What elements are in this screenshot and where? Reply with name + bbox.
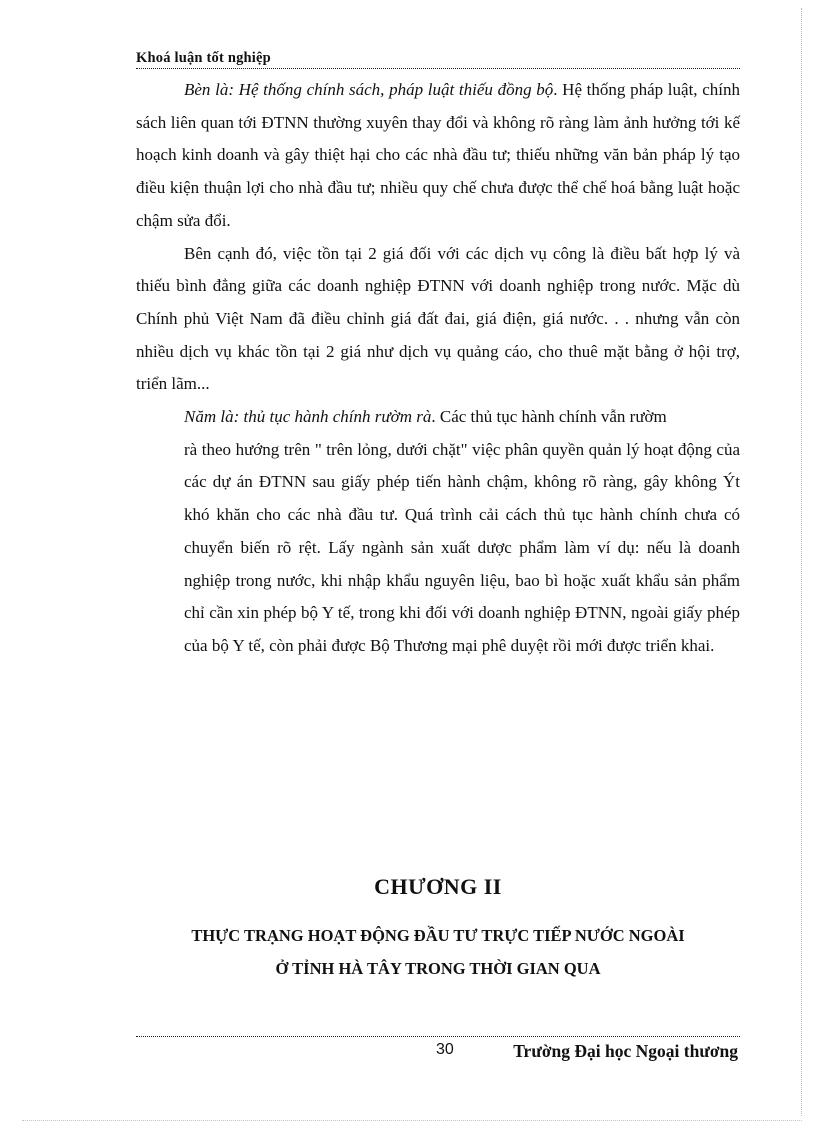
page-border-bottom: [22, 1120, 802, 1121]
running-header: Khoá luận tốt nghiệp: [136, 50, 271, 66]
footer-school-name: Trường Đại học Ngoại thương: [513, 1041, 738, 1061]
paragraph-text: rà theo hướng trên " trên lỏng, dưới chặt" việc phân quyền quản lý hoạt động của các dự án ĐTNN sau giấy phép tiến hành chậm, không rõ ràng, gây không Ýt khó khăn cho các nhà đầu tư. Quá trình cải cách thủ tục hành chính chưa có chuyển biến rõ rệt. Lấy ngành sản xuất dược phẩm làm ví dụ: nếu là doanh nghiệp trong nước, khi nhập khẩu nguyên liệu, bao bì hoặc xuất khẩu sản phẩm chỉ cần xin phép bộ Y tế, trong khi đối với doanh nghiệp ĐTNN, ngoài giấy phép của bộ Y tế, còn phải được Bộ Thương mại phê duyệt rồi mới được triển khai.: [184, 439, 740, 655]
chapter-subtitle-line-2: Ở TỈNH HÀ TÂY TRONG THỜI GIAN QUA: [275, 959, 601, 978]
paragraph-nam-la: [136, 401, 740, 434]
paragraph-text: Bên cạnh đó, việc tồn tại 2 giá đối với các dịch vụ công là điều bất hợp lý và thiếu bình đẳng giữa các doanh nghiệp ĐTNN với doanh nghiệp trong nước. Mặc dù Chính phủ Việt Nam đã điều chỉnh giá đất đai, giá điện, giá nước. . . nhưng vẫn còn nhiều dịch vụ khác tồn tại 2 giá như dịch vụ quảng cáo, cho thuê mặt bằng ở hội trợ, triển lãm...: [136, 243, 740, 394]
paragraph-ben-la: [136, 74, 740, 238]
page-number: 30: [436, 1041, 454, 1058]
paragraph-text: . Hệ thống pháp luật, chính sách liên quan tới ĐTNN thường xuyên thay đổi và không rõ ràng làm ảnh hưởng tới kế hoạch kinh doanh và gây thiệt hại cho các nhà đầu tư; thiếu những văn bản pháp lý tạo điều kiện thuận lợi cho nhà đầu tư; nhiều quy chế chưa được thể chế hoá bằng luật hoặc chậm sửa đổi.: [136, 80, 740, 230]
chapter-subtitle: [136, 919, 740, 985]
header-rule: [136, 68, 740, 69]
paragraph-ra-theo-huong: [136, 434, 740, 663]
page-border-right: [801, 8, 802, 1116]
body-text: [136, 74, 740, 663]
paragraph-ben-canh-do: [136, 238, 740, 402]
footer-rule: [136, 1036, 740, 1037]
chapter-title: CHƯƠNG II: [374, 874, 502, 899]
chapter-subtitle-line-1: THỰC TRẠNG HOẠT ĐỘNG ĐẦU TƯ TRỰC TIẾP NƯỚC NGOÀI: [191, 926, 685, 945]
paragraph-lead: Năm là: thủ tục hành chính rườm rà: [184, 407, 432, 427]
paragraph-lead: Bèn là: Hệ thống chính sách, pháp luật thiếu đồng bộ: [184, 80, 554, 99]
paragraph-text: . Các thủ tục hành chính vẫn rườm: [431, 407, 667, 427]
